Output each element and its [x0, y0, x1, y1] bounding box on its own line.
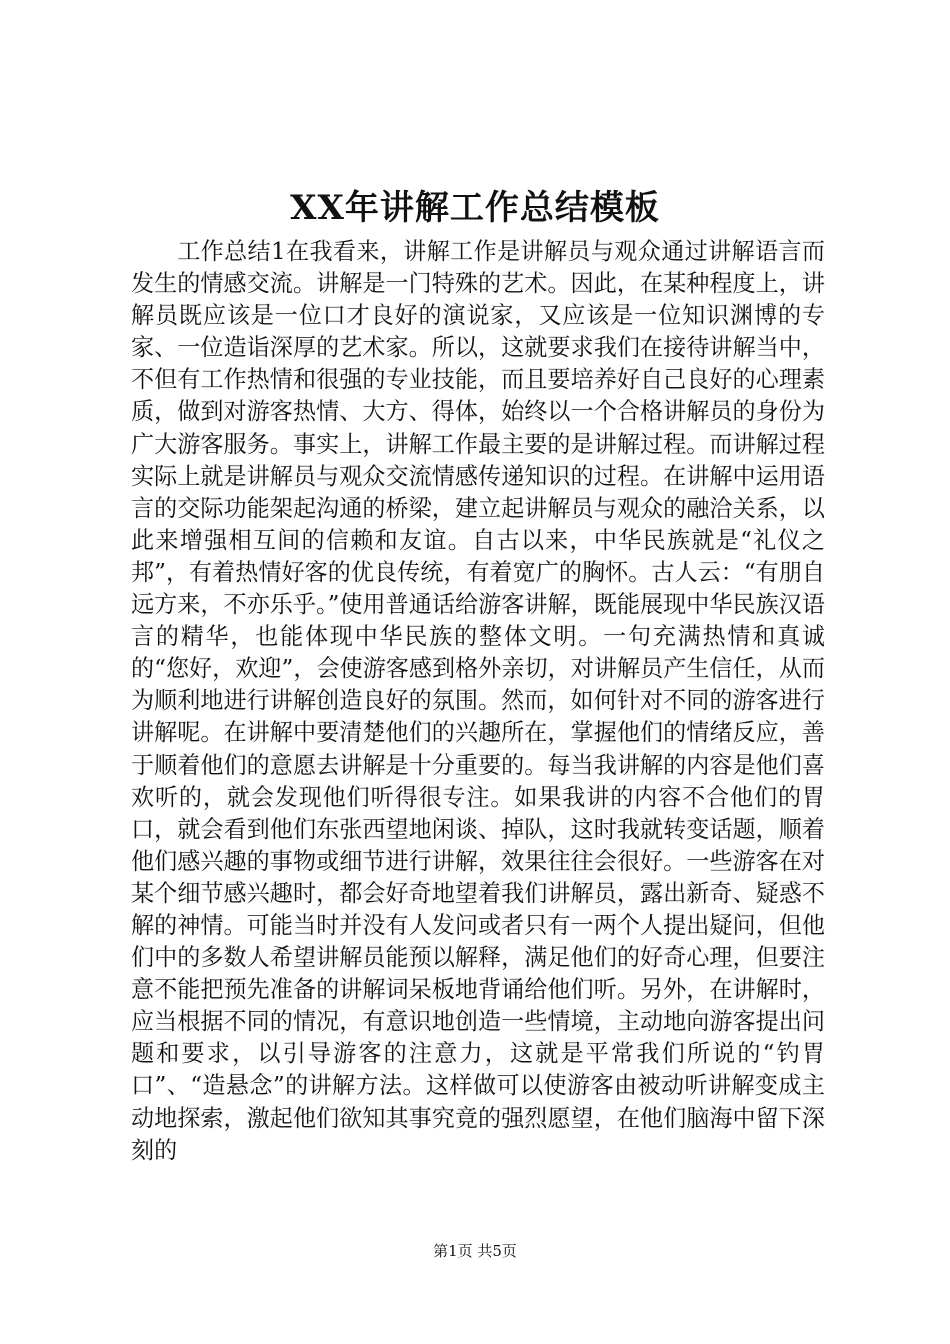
body-paragraph: 工作总结1在我看来，讲解工作是讲解员与观众通过讲解语言而发生的情感交流。讲解是一门特殊的艺术。因此，在某种程度上，讲解员既应该是一位口才良好的演说家，又应该是一位知识渊博的专家、一位造诣深厚的艺术家。所以，这就要求我们在接待讲解当中，不但有工作热情和很强的专业技能，而且要培养好自己良好的心理素质，做到对游客热情、大方、得体，始终以一个合格讲解员的身份为广大游客服务。事实上，讲解工作最主要的是讲解过程。而讲解过程实际上就是讲解员与观众交流情感传递知识的过程。在讲解中运用语言的交际功能架起沟通的桥梁，建立起讲解员与观众的融洽关系，以此来增强相互间的信赖和友谊。自古以来，中华民族就是“礼仪之邦”，有着热情好客的优良传统，有着宽广的胸怀。古人云：“有朋自远方来，不亦乐乎。”使用普通话给游客讲解，既能展现中华民族汉语言的精华，也能体现中华民族的整体文明。一句充满热情和真诚的“您好，欢迎”，会使游客感到格外亲切，对讲解员产生信任，从而为顺利地进行讲解创造良好的氛围。然而，如何针对不同的游客进行讲解呢。在讲解中要清楚他们的兴趣所在，掌握他们的情绪反应，善于顺着他们的意愿去讲解是十分重要的。每当我讲解的内容是他们喜欢听的，就会发现他们听得很专注。如果我讲的内容不合他们的胃口，就会看到他们东张西望地闲谈、掉队，这时我就转变话题，顺着他们感兴趣的事物或细节进行讲解，效果往往会很好。一些游客在对某个细节感兴趣时，都会好奇地望着我们讲解员，露出新奇、疑惑不解的神情。可能当时并没有人发问或者只有一两个人提出疑问，但他们中的多数人希望讲解员能预以解释，满足他们的好奇心理，但要注意不能把预先准备的讲解词呆板地背诵给他们听。另外，在讲解时，应当根据不同的情况，有意识地创造一些情境，主动地向游客提出问题和要求，以引导游客的注意力，这就是平常我们所说的“钓胃口”、“造悬念”的讲解方法。这样做可以使游客由被动听讲解变成主动地探索，激起他们欲知其事究竟的强烈愿望，在他们脑海中留下深刻的: [131, 239, 825, 1164]
document-title: XX年讲解工作总结模板: [290, 188, 660, 228]
page-footer: 第1页 共5页: [433, 1242, 517, 1260]
